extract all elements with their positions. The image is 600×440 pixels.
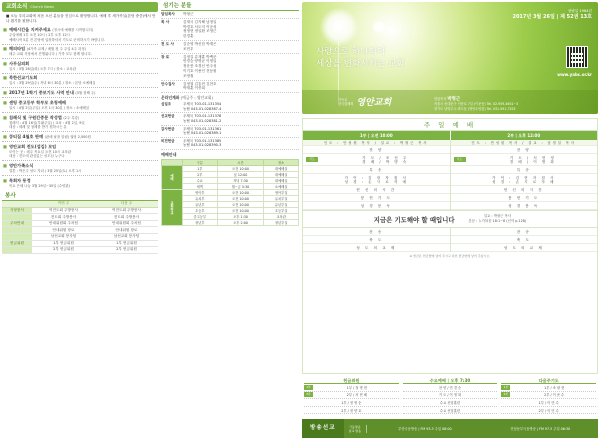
service-this-week: 2부 헌금위원 [32,247,95,254]
list-item-value: 수요 신앙훈련 [439,408,461,413]
list-item-value: 2부 / 서 현 혜 [346,393,367,398]
church-name: 영안교회 [356,98,392,108]
service-role: 주차안내 [2,220,32,227]
church-slogan: 사랑으로 하나되어 세상을 변화시키는 교회 [316,47,405,69]
list-item-value: 수요 신앙훈련 [439,400,461,405]
order-text: 성 도 의 교 제 [503,245,544,250]
church-website[interactable]: www.yabc.or.kr [557,72,592,77]
news-item-heading: 헤피타임 [8,46,26,52]
qr-code-icon[interactable] [566,46,588,68]
schedule-name: 영아부 [183,189,218,195]
pastor-label: 담임목사 [434,96,447,101]
order-item [451,174,598,186]
schedule-name: 유치부 [183,195,218,201]
schedule-col-name: 구분 [183,159,218,165]
schedule-time: 월~금 5:30 [217,183,264,189]
staff-row [161,54,299,81]
list-item [501,399,596,407]
schedule-place: 교육관 [264,213,299,219]
dandelion-graphic [320,8,358,46]
order-text: 성 경 봉 독 [360,203,392,208]
staff-row [161,19,299,41]
schedule-col-time: 시간 [217,159,264,165]
list-item [304,392,399,400]
news-item-body: 모이는 곳 : 매주 목요일 오전 10시 교육관 대상 : 전도에 관심있는 성도님 누구나 [9,149,72,159]
schedule-name: 수요 [183,177,218,183]
offering-committee [302,377,401,416]
square-bullet-icon: ■ [3,162,7,168]
service-this-week: 남선교회 봉사팀 [32,234,95,241]
schedule-time: 오후 2:00 [217,219,264,225]
news-item-note: (3월 첫째 주) [75,90,96,95]
news-item-heading: 영안교회 전도(섬김) 모임 [8,143,57,149]
news-item [2,75,158,86]
schedule-place: 영아부실 [264,189,299,195]
worship-title: 주 일 예 배 [303,119,597,131]
staff-row [161,11,299,19]
order-text: 가 이 : 김 장 자 집 사 성 경 : 손 시 로 자 매 [344,175,408,184]
service-next-week: 안내위원회 주차팀 [95,220,158,227]
table-row [2,247,158,254]
square-bullet-icon: ■ [3,99,7,105]
lower-section [302,377,598,416]
table-row [162,219,299,225]
news-item-body: 목요 은혜 나눔 3월 29일~30일 (수양관) [9,183,70,188]
news-item-body: 일시 : 4월 2일(주일) 오후 1시 30분 / 장소 : 소예배실 [9,105,90,110]
welcome-note: ■ 오늘 우리교회에 처음 오신 분들을 진심으로 환영합니다. 예배 후 새가족실(본당 중층)에서 만나 뵙기를 원합니다. [6,14,156,23]
list-item [501,407,596,415]
order-item [451,166,598,174]
service-role [2,234,32,241]
church-logo [338,95,391,108]
order-text: 특 송 [369,167,384,172]
schedule-place: 대예배실 [264,177,299,183]
service-next-week: 전도회 주방봉사 [95,214,158,221]
news-item-heading: 2017년 1학기 중보기도 사역 안내 [8,89,74,95]
sermon-info [469,214,527,223]
news-divider [2,44,158,45]
schedule-place: 대예배실 [264,171,299,177]
list-item [304,407,399,415]
staff-names: 김재국 김지해 남정일 박경호 서도익 이준성 정영현 정일환 조영근 한경훈 [183,19,217,39]
order-item [451,202,598,210]
service-next-week: 1부 헌금위원 [95,240,158,247]
cover-banner [302,2,598,114]
account-type: 감사헌금 [161,126,175,131]
staff-names: 김정길 류재훈 박백준 안경승 양명균 이영일 정운봉 조경선 안주성 이기호 이용인 전동원 조영철 [183,54,217,78]
service-role [2,227,32,234]
square-bullet-icon: ■ [3,133,7,139]
news-item-heading: 목회자 동정 [8,177,31,183]
service-tabs [303,131,597,140]
broadcast-title: 방송선교 [302,419,344,438]
news-divider [2,73,158,74]
service-this-week: 여전도회 주방봉사 [32,207,95,214]
church-news-column [2,2,158,438]
order-item [451,236,598,244]
news-divider [2,97,158,98]
account-type: 비전헌금 [161,138,175,143]
news-title: 교회소식 [6,4,28,10]
account-row [161,113,299,125]
square-bullet-icon: ■ [3,27,7,32]
news-item-body: 일시 : 3월 29일(수) 저녁 6시 30분 / 장소 : 본당 소예배실 [9,81,96,86]
schedule-table [161,159,299,226]
square-bullet-icon: ■ [3,143,7,149]
next-week-prayer-title: 다음주기도 [501,377,596,384]
account-title: 온라인계좌 [161,95,180,101]
schedule-place: 소예배실 [264,183,299,189]
news-item-heading: 사무심의회 [8,60,30,66]
order-item [303,202,450,210]
pastor-name: 박형근 [447,96,461,102]
order-text: 찬 양 [516,147,531,152]
schedule-time: 오전 10:00 [217,195,264,201]
square-bullet-icon: ■ [3,46,7,52]
account-row [161,126,299,138]
service-1-header: 1부 | 오전 10:00 [303,131,450,140]
order-item [303,194,450,202]
service-col-next: 다음 주 [95,201,158,207]
account-row [161,101,299,113]
schedule-time: 오전 10:00 [217,207,264,213]
order-item [303,166,450,174]
schedule-name: 유년부 [183,201,218,207]
table-row [2,227,158,234]
order-item [451,186,598,194]
order-item [303,228,450,236]
order-item [303,244,450,252]
order-text: 성 도 의 교 제 [356,245,397,250]
service-this-week: 1부 헌금위원 [32,240,95,247]
offering-committee-title: 헌금위원 [304,377,399,384]
news-item-body: 주일예배 1부 오전 10시 / 2부 오후 12시 예배시작 5분 전 본당에 입장하셔서 기도로 준비하시기 바랍니다. [9,33,105,42]
staff-column [161,2,299,438]
news-item-heading: 센팅 중고등부 학부모 초청예배 [8,99,66,105]
account-number: 우체국 703-01-131361 농협 043-01-028389-1 [183,126,222,136]
sermon-preacher: 설교 : 박형근 목사 [483,214,512,219]
schedule-name: 2부 [183,171,218,177]
staff-names: 박형근 [183,12,194,16]
news-item-title [2,90,158,96]
account-number: 우체국 703-01-131354 농협 043-01-028387-4 [183,102,222,111]
service-col-this: 이번 주 [32,201,95,207]
schedule-name: 새벽 [183,183,218,189]
news-item-note: (정시에 예배를 시작합니다) [52,28,94,32]
schedule-place: 유년부실 [264,201,299,207]
square-bullet-icon: ■ [3,89,7,95]
founded-date: 창립일 1964년 [567,9,592,13]
schedule-name: 청년부 [183,219,218,225]
order-item [451,154,598,166]
service-1-order [303,140,450,210]
order-item [451,228,598,236]
news-item [2,90,158,96]
staff-role: 담임목사 [161,12,175,16]
list-item-value: 기 도 / 이 영 화 [438,393,462,398]
issue-date: 2017년 3월 26일 | 제 52권 13호 [512,14,592,20]
order-text: 봉 헌 기 도 [360,195,392,200]
order-text: 찬 송 [369,229,384,234]
list-item-tag: 1부 [501,385,510,390]
service-2-header: 2부 | 오후 12:00 [450,131,598,140]
account-number: 우체국 703-01-131378 농협 043-01-028381-2 [183,114,222,123]
staff-row [161,81,299,94]
service-next-week: 안내위원 장로 [95,227,158,234]
schedule-time: 오전 10:00 [217,165,264,171]
schedule-group: 교회학교 [162,189,183,225]
church-contact [434,97,518,111]
list-item [304,399,399,407]
service-1-closing [303,228,450,252]
order-text: 기 도 / 조 선 주 경 배 / 박 명 숙 [362,155,409,164]
service-role [2,247,32,254]
news-item-heading: 큐티집 4월호 판매 [8,133,44,139]
list-item [501,384,596,392]
staff-role: 안수집사 [161,81,175,86]
staff-list [161,11,299,93]
list-item-value: 1부 / 이 민 수 [538,400,559,405]
list-item [403,407,498,415]
staff-role: 목 사 [161,19,170,24]
schedule-place: 대예배실 [264,165,299,171]
service-2-closing [450,228,598,252]
news-item [2,115,158,130]
square-bullet-icon: ■ [3,114,7,120]
service-role [2,214,32,221]
table-row [2,207,158,214]
news-item [2,134,158,140]
wednesday-service-title: 수요예배 | 오후 7:30 [403,377,498,384]
news-item-heading: 북한선교기도회 [8,75,38,81]
staff-names: 김정열 김흥현 김찬호 박재훈 이종희 [183,81,217,91]
table-row [2,234,158,241]
table-row [2,240,158,247]
service-role: 헌금위원 [2,240,32,247]
staff-row [161,41,299,54]
schedule-time: 오전 10:00 [217,189,264,195]
list-item-value: 1부 / 정 영 순 [341,400,362,405]
account-type: 십일조 [161,102,172,107]
news-item [2,163,158,174]
order-text: 봉 헌 기 도 [508,195,540,200]
list-item-tag: 2부 [304,392,313,397]
news-item [2,46,158,57]
square-bullet-icon: ■ [3,75,7,81]
broadcast-jeonnam: 전남동부극동방송 | FM 97.5 주일 06:30 [510,427,571,431]
news-item [2,100,158,111]
list-item-value: 2부 / 이 민 수 [538,408,559,413]
account-number: 우체국 703-01-131385 농협 043-01-028390-3 [183,138,222,148]
staff-names: 김순영 박신한 박재곤 조민우 [183,41,217,51]
order-bottom [303,228,597,252]
list-item-value: 2부 / 이 준 수 [544,393,565,398]
schedule-time: 낮 12:00 [217,171,264,177]
list-item [501,392,596,400]
account-type: 선교헌금 [161,114,175,119]
dandelion-seed-graphic [372,20,386,34]
service-role: 식당봉사 [2,207,32,214]
order-text: 성 경 봉 독 [508,203,540,208]
news-item-heading: 예배시간을 지켜주세요 [8,27,51,32]
worship-order [302,118,598,374]
news-divider [2,175,158,176]
list-item-tag: 1부 [304,385,313,390]
news-item-title [2,134,158,140]
news-item-heading: 영안가족소식 [8,162,34,168]
order-text: 축 도 [516,237,531,242]
news-divider [2,112,158,113]
order-text: 인도 : 안성원 목사 / 설교 : 박형근 목사 [324,140,429,145]
schedule-name: 1부 [183,165,218,171]
schedule-place: 유치부실 [264,195,299,201]
news-item-note: (4가족 교제 / 매월 첫 주 주일 4주 과정) [26,47,86,52]
offering-note: ※ 헌금은 헌금함에 넣어 주시고 다른 헌금함에 넣어 주십시오. [409,254,491,258]
service-next-week: 남선교회 봉사팀 [95,234,158,241]
broadcast-bar [302,419,598,438]
news-item [2,178,158,189]
square-bullet-icon: ■ [3,177,7,183]
schedule-group: 예배 [162,165,183,189]
denomination-label: 기독교 한국침례회 [338,97,354,106]
order-tag: 기도 [306,157,318,162]
news-item-body: 결혼 : 박은주 성도 자녀 / 3월 25일(토) 오후 1시 [9,168,82,173]
schedule-place: 초등부실 [264,207,299,213]
order-text: 인도 : 안성원 목사 / 설교 : 남정일 목사 [471,140,576,145]
next-week-prayer [499,377,598,416]
schedule-col-place: 장소 [264,159,299,165]
order-item [303,146,450,154]
sermon-scripture: 본문 : 누가복음 18:1~8 (신약 p.128) [468,219,527,223]
news-header [2,2,158,12]
list-item [304,384,399,392]
account-list [161,101,299,150]
list-item [403,399,498,407]
schedule-time: 오후 1:30 [217,213,264,219]
list-item-value: 1부 / 조 광 현 [544,385,565,390]
order-top [303,140,597,210]
news-item [2,27,158,42]
wednesday-service [401,377,500,416]
news-item-body: 침례식 : 4월 16일(부활주일) / 교육 : 4월 2일, 9일 대상 : 세례 및 침례를 받기 원하시는 분 [9,120,85,130]
address-retreat: 경기도 남양주시 화도읍 (영안수양관) Tel. 031-591-7525 [434,106,516,111]
order-item [451,194,598,202]
list-item-tag: 2부 [501,392,510,397]
staff-role: 장 로 [161,54,170,59]
service-header: 봉사 [2,192,158,201]
order-item [303,236,450,244]
schedule-place: 청년부실 [264,219,299,225]
service-next-week: 2부 헌금위원 [95,247,158,254]
news-item-body: 일시 : 3월 28일(화) 오후 7시 / 장소 : 교육관 [9,66,76,71]
news-item-body: 매주 교회 식당에서 진행됩니다 / 가족 모두 함께 합니다. [9,52,92,57]
service-next-week: 여전도회 주방봉사 [95,207,158,214]
order-text: 찬 송 [516,229,531,234]
news-divider [2,58,158,59]
order-text: 가 이 : 김 현 자 집 사 성 경 : 손 시 로 자 매 [491,175,556,184]
order-text: 기 도 / 서 현 정 경 배 / 이 명 화 [509,155,556,164]
news-list [2,27,158,188]
list-item [403,384,498,392]
staff-role: 전 도 사 [161,41,174,46]
list-item-value: 찬 양 / 민 경 순 [438,385,462,390]
address-main: 서울시 동대문구 이문로 7길 (이문동) Tel. 02-959-4651~3 [434,102,519,107]
account-row [161,138,299,150]
list-item-value: 2부 / 정 양 호 [341,408,362,413]
order-item [451,244,598,252]
order-item [303,154,450,166]
table-row [2,220,158,227]
service-this-week: 안내위원 장로 [32,227,95,234]
service-this-week: 안내위원회 주차팀 [32,220,95,227]
order-item [451,146,598,154]
sermon-title: 지금은 기도해야 할 때입니다 [373,215,455,224]
order-text: 찬 양 [369,147,384,152]
news-title-en: Church News [30,5,54,9]
list-item-value: 1부 / 정 명 현 [346,385,367,390]
order-text: 특 송 [516,167,531,172]
order-tag: 기도 [454,157,466,162]
order-item [303,186,450,194]
service-table [2,201,158,254]
schedule-time: 저녁 7:30 [217,177,264,183]
broadcast-subtitle: 극동방송 설교 방송 [344,425,368,433]
order-text: 헌 신 의 시 간 [503,187,544,192]
schedule-time: 오전 10:00 [217,201,264,207]
staff-header: 섬기는 분들 [161,2,299,11]
news-divider [2,87,158,88]
issue-meta [512,8,592,20]
order-item [303,174,450,186]
news-divider [2,131,158,132]
order-text: 헌 신 의 시 간 [356,187,397,192]
square-bullet-icon: ■ [3,60,7,66]
schedule-header: 예배안내 [161,151,177,157]
sermon-block [303,210,597,228]
news-item [2,61,158,72]
news-item-note: (2주 특강) [63,115,80,120]
table-row [2,214,158,221]
news-divider [2,160,158,161]
schedule-name: 초등부 [183,207,218,213]
news-item [2,144,158,159]
list-item [403,392,498,400]
news-divider [2,141,158,142]
schedule-name: 중고등부 [183,213,218,219]
service-this-week: 전도회 주방봉사 [32,214,95,221]
service-2-order [450,140,598,210]
account-note: (예금주 : 영안교회) [180,95,214,101]
news-item-heading: 침례식 및 구원간증문 작성법 [8,114,62,120]
order-text: 축 도 [369,237,384,242]
broadcast-busan: 부산극동방송 | FM 93.3 주일 08:00 [398,427,452,431]
news-item-note: (판매 날을 알림) 권당 2,000원 [44,134,91,139]
